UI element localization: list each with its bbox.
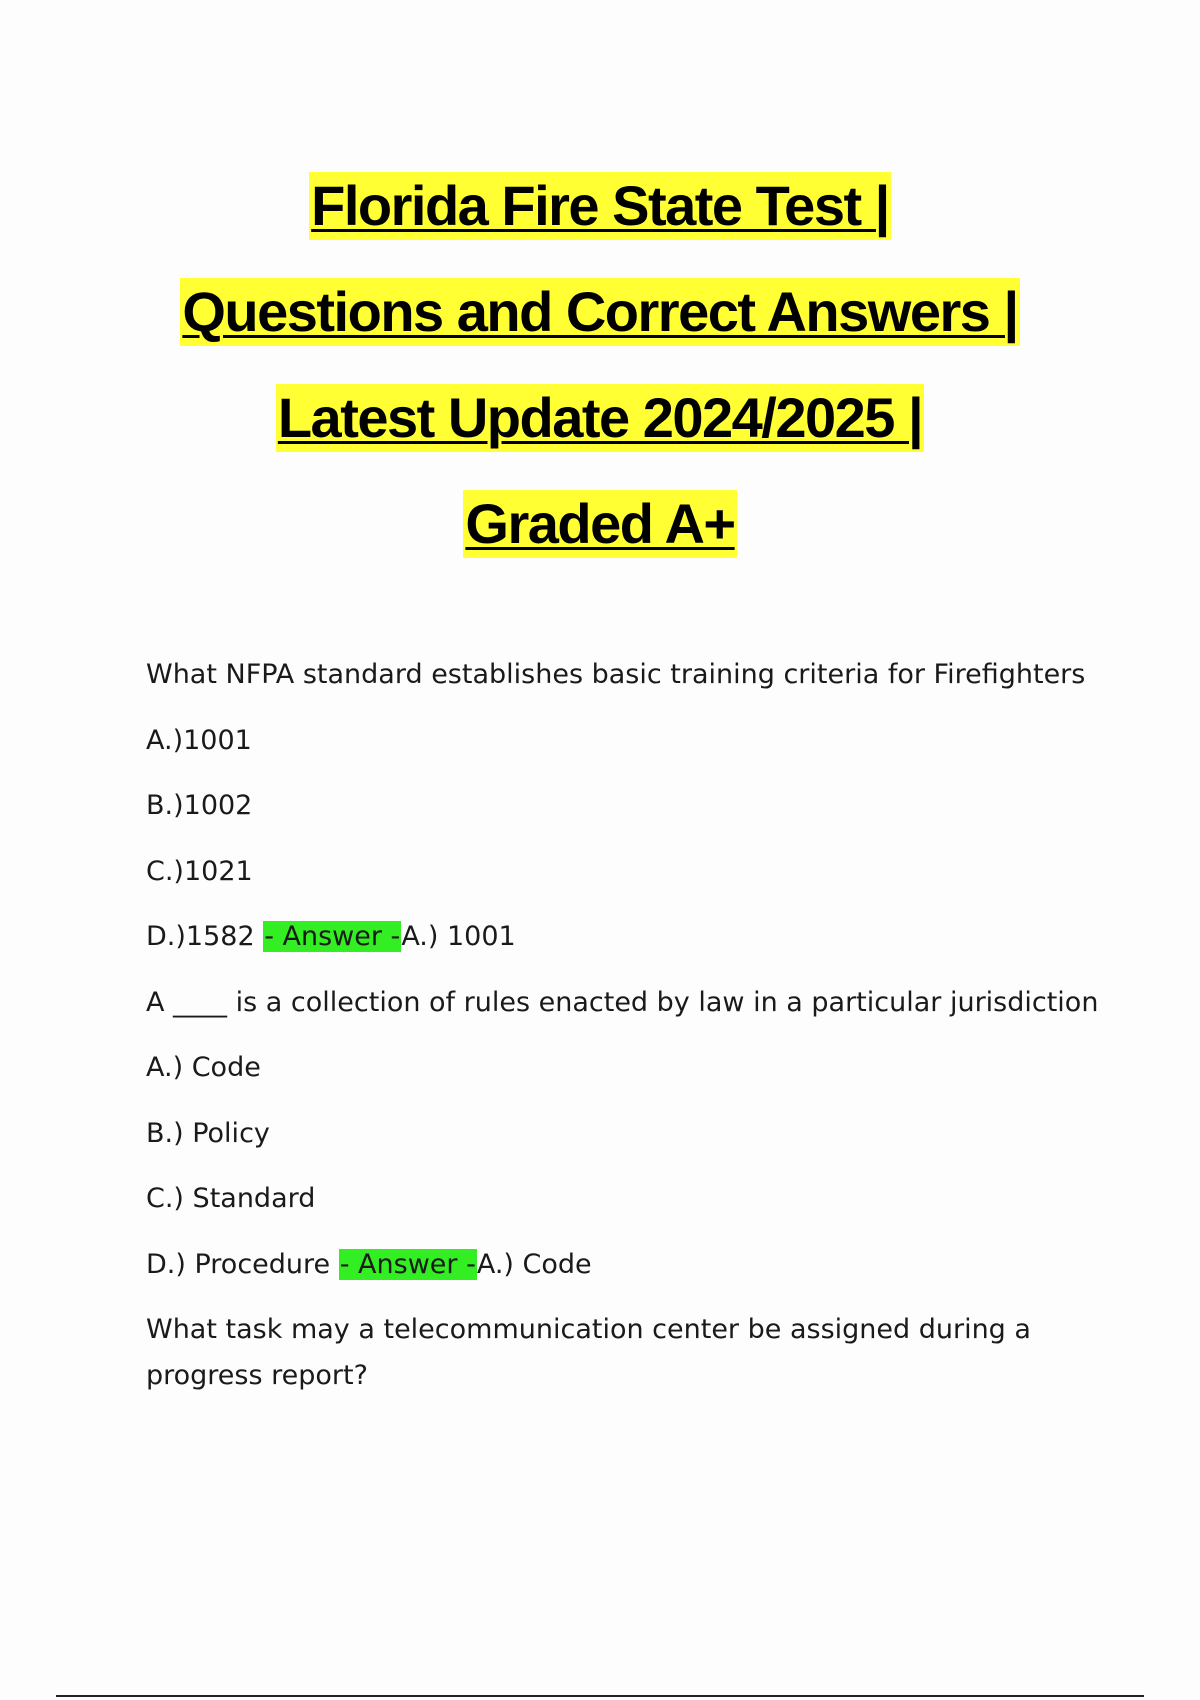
question-2-answer-marker: - Answer - [339, 1248, 476, 1280]
page-bottom-rule [56, 1695, 1144, 1697]
question-2-option-c: C.) Standard [146, 1183, 316, 1214]
title-line-3: Latest Update 2024/2025 | [276, 384, 924, 452]
question-1-option-d-line [146, 914, 1086, 960]
question-2-option-a: A.) Code [146, 1052, 261, 1083]
questions-body [146, 652, 1099, 1399]
question-2-answer: A.) Code [476, 1248, 592, 1280]
question-2-text: A ____ is a collection of rules enacted by law in a particular jurisdiction [146, 986, 1099, 1018]
title-line-1: Florida Fire State Test | [309, 172, 891, 240]
question-1-option-d: D.)1582 [146, 921, 264, 952]
document-title [0, 168, 1200, 592]
question-1-text: What NFPA standard establishes basic training criteria for Firefighters [146, 659, 1086, 690]
question-1-answer: A.) 1001 [401, 921, 516, 952]
title-line-2: Questions and Correct Answers | [180, 278, 1019, 346]
question-1-option-c: C.)1021 [146, 855, 253, 887]
question-2-option-d-line [146, 1242, 1086, 1288]
question-1-option-a: A.)1001 [146, 724, 252, 756]
question-3-text: What task may a telecommunication center be assigned during a progress report? [146, 1314, 1031, 1391]
question-1-option-b: B.)1002 [146, 790, 253, 821]
question-2-option-b: B.) Policy [146, 1117, 270, 1149]
question-2-option-d: D.) Procedure [146, 1248, 339, 1280]
question-1-answer-marker: - Answer - [264, 921, 401, 952]
title-line-4: Graded A+ [463, 490, 736, 558]
